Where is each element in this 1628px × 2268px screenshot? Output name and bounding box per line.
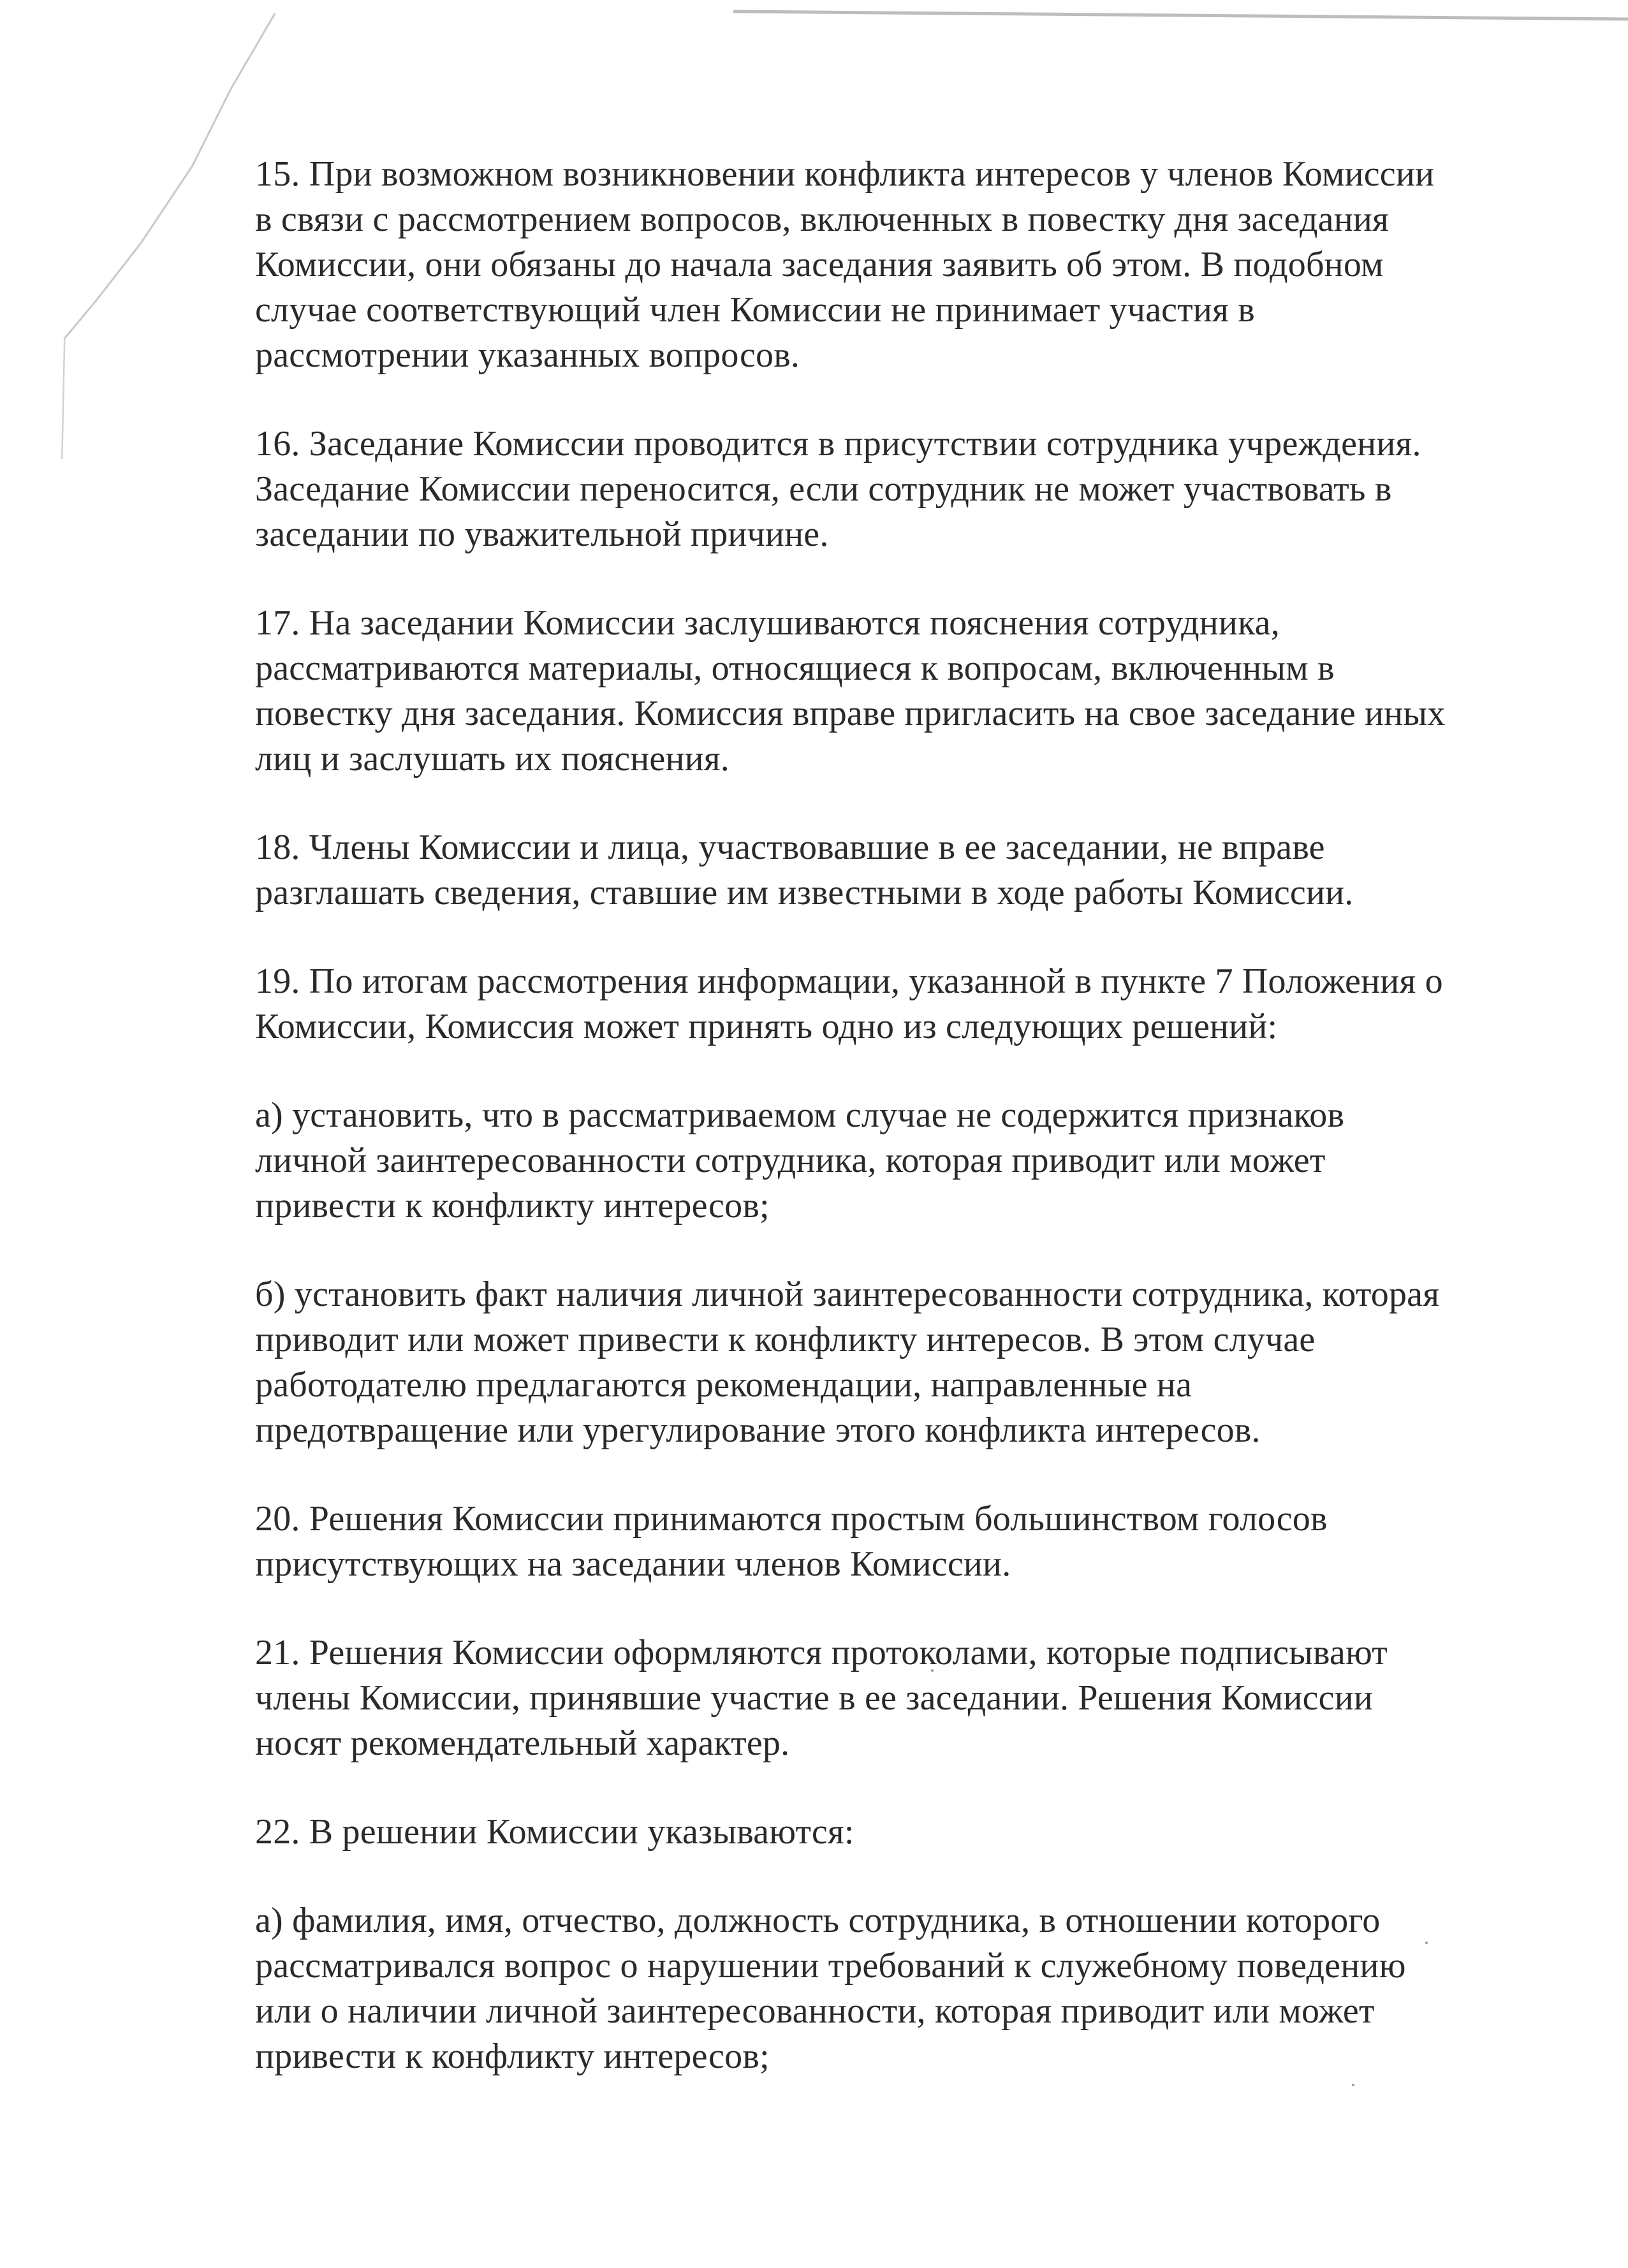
- paragraph-17: 17. На заседании Комиссии заслушиваются пояснения сотрудника, рассматриваются материалы, относящиеся к вопросам, включенным в повестку дня заседания. Комиссия вправе пригласить на свое заседание иных лиц и заслушать их пояснения.: [255, 603, 1446, 779]
- top-edge-shadow: [733, 0, 1628, 38]
- paragraph-19: 19. По итогам рассмотрения информации, указанной в пункте 7 Положения о Комиссии, Комиссия может принять одно из следующих решений:: [255, 962, 1443, 1046]
- paragraph-20: 20. Решения Комиссии принимаются простым большинством голосов присутствующих на заседании членов Комиссии.: [255, 1499, 1328, 1584]
- paragraph-22-a: а) фамилия, имя, отчество, должность сотрудника, в отношении которого рассматривался вопрос о нарушении требований к служебному поведению или о наличии личной заинтересованности, которая приводит или может привести к конфликту интересов;: [255, 1901, 1406, 2076]
- paragraph-16: 16. Заседание Комиссии проводится в присутствии сотрудника учреждения. Заседание Комиссии переносится, если сотрудник не может участвовать в заседании по уважительной причине.: [255, 424, 1421, 554]
- paragraph-19-b: б) установить факт наличия личной заинтересованности сотрудника, которая приводит или может привести к конфликту интересов. В этом случае работодателю предлагаются рекомендации, направленные на предотвращение или урегулирование этого конфликта интересов.: [255, 1275, 1440, 1450]
- paragraph-15: 15. При возможном возникновении конфликта интересов у членов Комиссии в связи с рассмотрением вопросов, включенных в повестку дня заседания Комиссии, они обязаны до начала заседания заявить об этом. В подобном случае соответствующий член Комиссии не принимает участия в рассмотрении указанных вопросов.: [255, 154, 1435, 375]
- paragraph-21: 21. Решения Комиссии оформляются протоколами, которые подписывают члены Комиссии, принявшие участие в ее заседании. Решения Комиссии носят рекомендательный характер.: [255, 1633, 1388, 1763]
- document-body: [255, 152, 1505, 2123]
- paragraph-18: 18. Члены Комиссии и лица, участвовавшие в ее заседании, не вправе разглашать сведения, ставшие им известными в ходе работы Комиссии.: [255, 828, 1354, 912]
- paragraph-22: 22. В решении Комиссии указываются:: [255, 1812, 854, 1852]
- paragraph-19-a: а) установить, что в рассматриваемом случае не содержится признаков личной заинтересованности сотрудника, которая приводит или может привести к конфликту интересов;: [255, 1095, 1345, 1225]
